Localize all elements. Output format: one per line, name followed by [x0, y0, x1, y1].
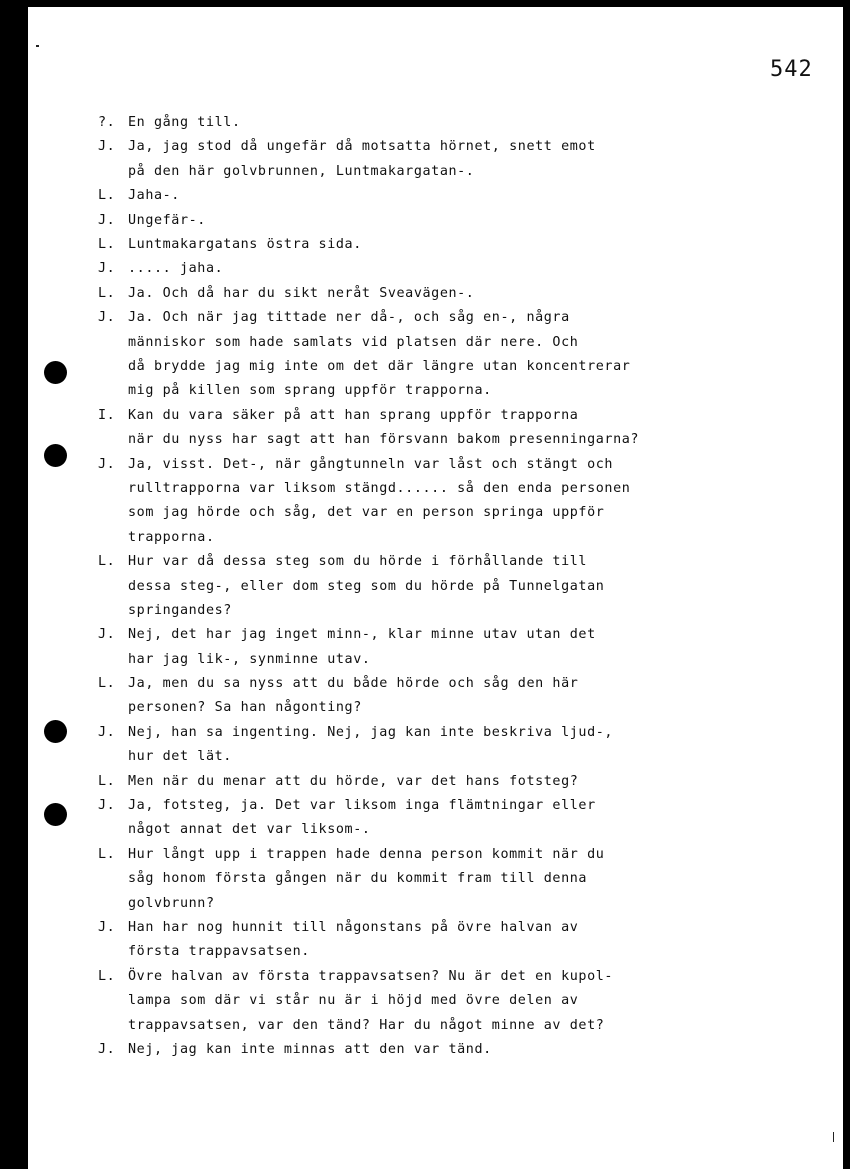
text-line: En gång till. — [128, 115, 241, 130]
text-line: såg honom första gången när du kommit fram till denna — [128, 871, 588, 887]
speaker-label: J. — [98, 139, 116, 155]
speaker-label: L. — [98, 773, 116, 789]
speaker-label: J. — [98, 310, 116, 326]
entry-text — [128, 721, 738, 770]
punch-hole — [44, 444, 67, 467]
speaker-label: J. — [98, 627, 116, 643]
transcript-entry — [98, 184, 738, 208]
transcript-entry — [98, 550, 738, 623]
text-line: Luntmakargatans östra sida. — [128, 237, 362, 252]
text-line: Ja, men du sa nyss att du både hörde och såg den här — [128, 676, 579, 692]
entry-text — [128, 1038, 738, 1062]
transcript-entry — [98, 843, 738, 916]
speaker-label: J. — [98, 920, 116, 935]
text-line: rulltrapporna var liksom stängd...... så den enda personen — [128, 480, 631, 496]
text-line: ..... jaha. — [128, 261, 224, 277]
entry-text — [128, 965, 738, 1038]
transcript-entry — [98, 111, 738, 135]
text-line: hur det lät. — [128, 749, 232, 765]
text-line: när du nyss har sagt att han försvann bakom presenningarna? — [128, 432, 640, 448]
transcript-entry — [98, 672, 738, 721]
text-line: dessa steg-, eller dom steg som du hörde på Tunnelgatan — [128, 578, 605, 594]
entry-text — [128, 623, 738, 672]
text-line: Men när du menar att du hörde, var det hans fotsteg? — [128, 773, 579, 789]
speaker-label: J. — [98, 212, 116, 228]
entry-text — [128, 672, 738, 721]
text-line: lampa som där vi står nu är i höjd med övre delen av — [128, 993, 579, 1009]
text-line: springandes? — [128, 602, 232, 618]
text-line: Nej, jag kan inte minnas att den var tänd. — [128, 1041, 492, 1057]
transcript-entry — [98, 404, 738, 453]
speaker-label: L. — [98, 237, 116, 252]
text-line: Ja. Och när jag tittade ner då-, och såg en-, några — [128, 310, 570, 326]
transcript-entry — [98, 770, 738, 794]
speaker-label: ?. — [98, 115, 116, 130]
speaker-label: L. — [98, 285, 116, 301]
speaker-label: L. — [98, 968, 116, 984]
transcript-entry — [98, 721, 738, 770]
transcript-entry — [98, 965, 738, 1038]
text-line: Ja. Och då har du sikt neråt Sveavägen-. — [128, 285, 475, 301]
text-line: Ungefär-. — [128, 212, 206, 228]
punch-hole — [44, 361, 67, 384]
speaker-label: J. — [98, 456, 116, 472]
scan-speck — [36, 45, 39, 47]
entry-text — [128, 257, 738, 281]
scan-speck — [833, 1132, 834, 1142]
text-line: trapporna. — [128, 529, 215, 545]
text-line: Han har nog hunnit till någonstans på övre halvan av — [128, 920, 579, 935]
text-line: Ja, visst. Det-, när gångtunneln var låst och stängt och — [128, 456, 614, 472]
speaker-label: L. — [98, 846, 116, 862]
entry-text — [128, 453, 738, 551]
speaker-label: J. — [98, 1041, 116, 1057]
transcript-entry — [98, 209, 738, 233]
speaker-label: I. — [98, 407, 116, 423]
transcript-entry — [98, 1038, 738, 1062]
transcript — [98, 111, 738, 1062]
transcript-entry — [98, 306, 738, 404]
entry-text — [128, 916, 738, 965]
text-line: Ja, jag stod då ungefär då motsatta hörnet, snett emot — [128, 139, 596, 155]
text-line: Kan du vara säker på att han sprang uppför trapporna — [128, 407, 579, 423]
text-line: något annat det var liksom-. — [128, 822, 371, 838]
text-line: Övre halvan av första trappavsatsen? Nu är det en kupol- — [128, 968, 614, 984]
document-page — [28, 7, 843, 1169]
text-line: har jag lik-, synminne utav. — [128, 651, 371, 667]
entry-text — [128, 111, 738, 135]
entry-text — [128, 306, 738, 404]
entry-text — [128, 135, 738, 184]
transcript-entry — [98, 623, 738, 672]
punch-hole — [44, 803, 67, 826]
entry-text — [128, 233, 738, 257]
entry-text — [128, 404, 738, 453]
entry-text — [128, 770, 738, 794]
speaker-label: J. — [98, 798, 116, 814]
transcript-entry — [98, 794, 738, 843]
text-line: på den här golvbrunnen, Luntmakargatan-. — [128, 163, 475, 179]
entry-text — [128, 550, 738, 623]
punch-hole — [44, 720, 67, 743]
transcript-entry — [98, 135, 738, 184]
page-number: 542 — [770, 57, 813, 82]
text-line: personen? Sa han någonting? — [128, 700, 362, 716]
text-line: första trappavsatsen. — [128, 944, 310, 960]
entry-text — [128, 843, 738, 916]
text-line: Nej, det har jag inget minn-, klar minne utav utan det — [128, 627, 596, 643]
transcript-entry — [98, 282, 738, 306]
text-line: Nej, han sa ingenting. Nej, jag kan inte beskriva ljud-, — [128, 724, 614, 740]
entry-text — [128, 794, 738, 843]
entry-text — [128, 282, 738, 306]
speaker-label: J. — [98, 261, 116, 277]
text-line: Ja, fotsteg, ja. Det var liksom inga flämtningar eller — [128, 798, 596, 814]
entry-text — [128, 184, 738, 208]
speaker-label: J. — [98, 724, 116, 740]
transcript-entry — [98, 257, 738, 281]
text-line: golvbrunn? — [128, 895, 215, 911]
speaker-label: L. — [98, 188, 116, 204]
speaker-label: L. — [98, 676, 116, 692]
text-line: som jag hörde och såg, det var en person springa uppför — [128, 505, 605, 521]
transcript-entry — [98, 233, 738, 257]
transcript-entry — [98, 916, 738, 965]
text-line: Jaha-. — [128, 188, 180, 204]
text-line: mig på killen som sprang uppför trapporna. — [128, 383, 492, 399]
text-line: trappavsatsen, var den tänd? Har du något minne av det? — [128, 1017, 605, 1033]
text-line: Hur långt upp i trappen hade denna person kommit när du — [128, 846, 605, 862]
text-line: då brydde jag mig inte om det där längre utan koncentrerar — [128, 359, 631, 374]
text-line: människor som hade samlats vid platsen där nere. Och — [128, 334, 579, 350]
transcript-entry — [98, 453, 738, 551]
speaker-label: L. — [98, 554, 116, 570]
text-line: Hur var då dessa steg som du hörde i förhållande till — [128, 554, 588, 570]
entry-text — [128, 209, 738, 233]
